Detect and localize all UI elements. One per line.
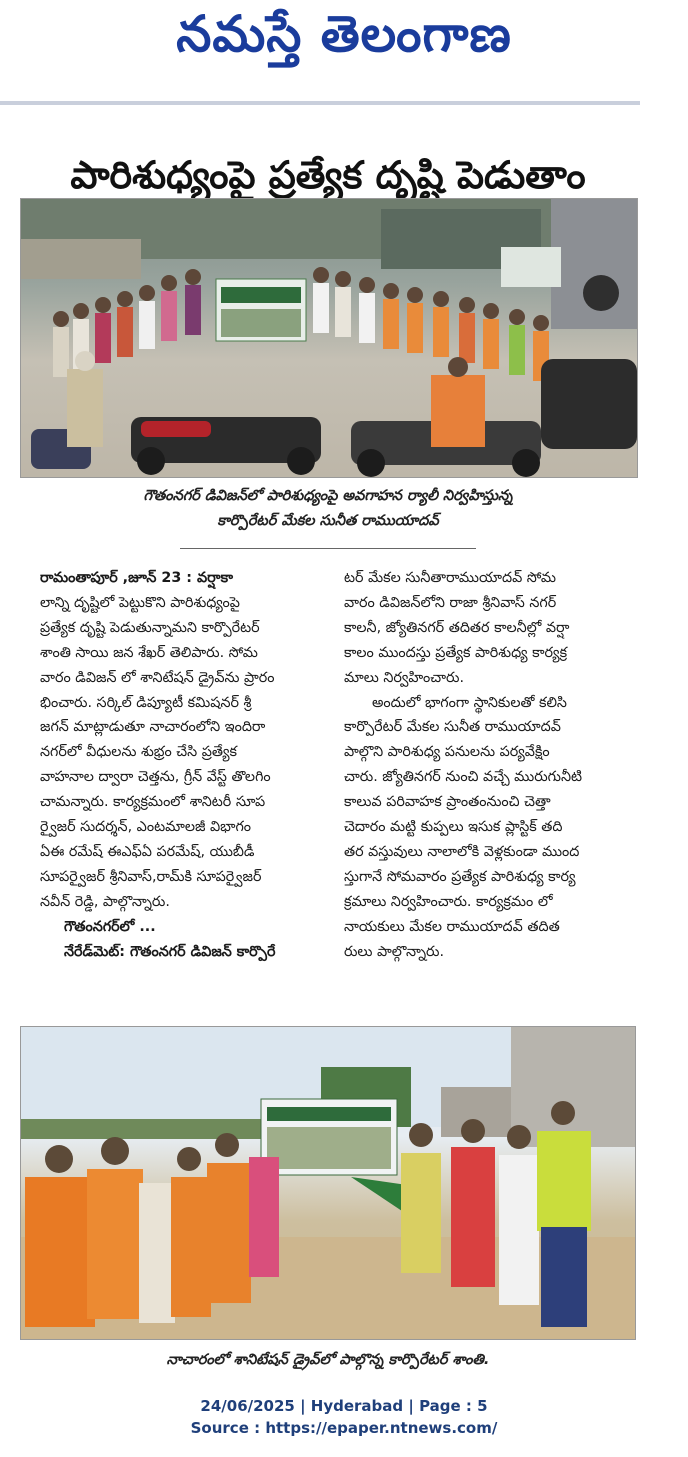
- article-line: కార్పొరేటర్ మేకల సునీత రాముయాదవ్: [344, 719, 561, 736]
- article-line: టర్ మేకల సునీతారాముయాదవ్ సోమ: [344, 570, 557, 586]
- article-line: అందులో భాగంగా స్థానికులతో కలిసి: [372, 694, 567, 711]
- article-line: నగర్‌లో వీధులను శుభ్రం చేసి ప్రత్యేక: [40, 744, 237, 761]
- photo-1-caption-line-2: కార్పొరేటర్ మేకల సునీత రాముయాదవ్: [217, 513, 439, 529]
- photo-1-caption-line-1: గౌతంనగర్ డివిజన్‌లో పారిశుధ్యంపై అవగాహన ర్యాలీ నిర్వహిస్తున్న: [143, 488, 513, 504]
- article-line: క్రమాలు నిర్వహించారు. కార్యక్రమం లో: [344, 893, 553, 910]
- photo-1-caption: [20, 484, 636, 534]
- article-line: ఏఈ రమేష్ ఈఎఫ్ఏ పరమేష్, యుబీడీ: [40, 843, 255, 860]
- rally-photo: [20, 198, 638, 478]
- masthead: [0, 0, 688, 108]
- article-line: నాయకులు మేకల రాముయాదవ్ తదిత: [344, 918, 560, 935]
- newspaper-logo: నమస్తే తెలంగాణ: [176, 4, 512, 63]
- article-headline: పారిశుధ్యంపై ప్రత్యేక దృష్టి పెడుతాం: [70, 153, 586, 198]
- article-line: భించారు. సర్కిల్ డిప్యూటీ కమిషనర్ శ్రీ: [40, 694, 252, 711]
- rally-photo-illustration: [21, 199, 637, 477]
- article-line: చారు. జ్యోతినగర్ నుంచి వచ్చే మురుగునీటి: [344, 769, 583, 786]
- article-line: చెదారం మట్టి కుప్పలు ఇసుక ప్లాస్టిక్ తది: [344, 819, 563, 836]
- article-line: వాహనాల ద్వారా చెత్తను, గ్రీన్ వేస్ట్ తొలగిం: [40, 769, 271, 786]
- article-column-left: [40, 566, 324, 965]
- article-dateline-2: నేరేడ్‌మెట్: గౌతంనగర్ డివిజన్ కార్పొరే: [64, 943, 276, 960]
- article-subhead: గౌతంనగర్‌లో ...: [64, 918, 156, 935]
- article-line: లాన్ని దృష్టిలో పెట్టుకొని పారిశుధ్యంపై: [40, 594, 240, 611]
- article-line: రులు పాల్గొన్నారు.: [344, 943, 445, 960]
- article-line: స్తుగానే సోమవారం ప్రత్యేక పారిశుధ్య కార్య: [344, 868, 576, 885]
- article-line: సూపర్వైజర్ శ్రీనివాస్,రామ్‌కి సూపర్వైజర్: [40, 868, 262, 885]
- article-line: శాంతి సాయి జన శేఖర్ తెలిపారు. సోమ: [40, 644, 258, 661]
- edition-info: 24/06/2025 | Hyderabad | Page : 5: [200, 1397, 488, 1415]
- article-line: జగన్ మాట్లాడుతూ నాచారంలోని ఇందిరా: [40, 719, 266, 736]
- article-line: వారం డివిజన్ లో శానిటేషన్ డ్రైవ్‌ను ప్రారం: [40, 669, 275, 686]
- article-dateline: రామంతాపూర్ ,జూన్ 23 : వర్షాకా: [40, 570, 234, 586]
- article-line: పాల్గొని పారిశుధ్య పనులను పర్యవేక్షిం: [344, 744, 550, 761]
- article-line: నవీన్ రెడ్డి, పాల్గొన్నారు.: [40, 893, 170, 910]
- article-line: తర వస్తువులు నాలాలోకి వెళ్లకుండా ముంద: [344, 843, 580, 860]
- article-line: కాలనీ, జ్యోతినగర్ తదితర కాలనీల్లో వర్షా: [344, 619, 570, 636]
- caption-underline: [180, 548, 476, 549]
- sanitation-drive-photo-illustration: [21, 1027, 635, 1339]
- article-line: మాలు నిర్వహించారు.: [344, 669, 465, 686]
- article-line: కాలం ముందస్తు ప్రత్యేక పారిశుధ్య కార్యక్ర: [344, 644, 568, 661]
- masthead-divider: [0, 101, 640, 105]
- article-column-right: [344, 566, 640, 965]
- source-link[interactable]: Source : https://epaper.ntnews.com/: [190, 1419, 498, 1437]
- sanitation-drive-photo: [20, 1026, 636, 1340]
- article-line: కాలువ పరివాహక ప్రాంతంనుంచి చెత్తా: [344, 794, 551, 811]
- article-line: ర్వైజర్ సుదర్శన్, ఎంటమాలజీ విభాగం: [40, 819, 252, 836]
- article-line: వారం డివిజన్‌లోని రాజా శ్రీనివాస్ నగర్: [344, 594, 557, 611]
- photo-2-caption: నాచారంలో శానిటేషన్ డ్రైవ్‌లో పాల్గొన్న కార్పొరేటర్ శాంతి.: [166, 1352, 490, 1368]
- article-line: ప్రత్యేక దృష్టి పెడుతున్నామని కార్పొరేటర్: [40, 619, 260, 636]
- article-line: చామన్నారు. కార్యక్రమంలో శానిటరీ సూప: [40, 794, 266, 811]
